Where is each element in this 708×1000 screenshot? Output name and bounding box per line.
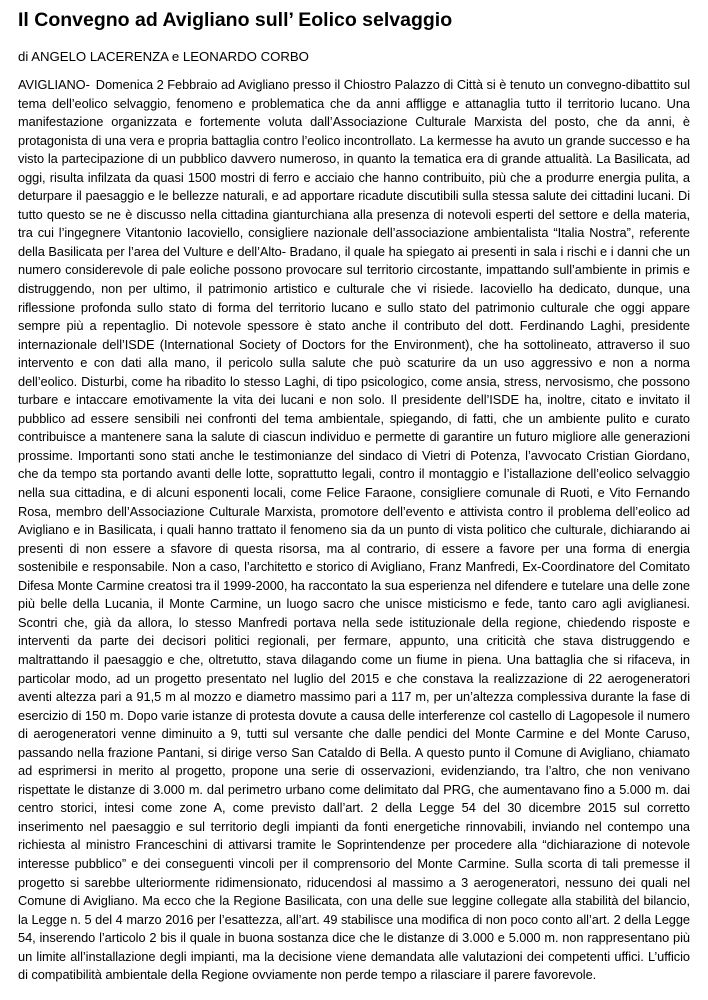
article-dateline: AVIGLIANO- xyxy=(18,77,90,92)
article-title: Il Convegno ad Avigliano sull’ Eolico selvaggio xyxy=(18,9,453,31)
article-byline: di ANGELO LACERENZA e LEONARDO CORBO xyxy=(18,49,309,64)
article-body xyxy=(18,76,690,985)
article-body-text: Domenica 2 Febbraio ad Avigliano presso il Chiostro Palazzo di Città si è tenuto un convegno-dibattito sul tema dell’eolico selvaggio, fenomeno e problematica che da anni affligge e attanaglia tutto il territorio lucano. Una manifestazione organizzata e fortemente voluta dall’Associazione Culturale Marxista del posto, che da anni, è protagonista di una vera e propria battaglia contro l’eolico incontrollato. La kermesse ha avuto un grande successo e ha visto la partecipazione di un pubblico davvero numeroso, in quanto la tematica era di grande attualità. La Basilicata, ad oggi, risulta infilzata da quasi 1500 mostri di ferro e acciaio che hanno contribuito, più che a produrre energia pulita, a deturpare il paesaggio e le bellezze naturali, e ad apportare ricadute discutibili sulla stessa salute dei cittadini lucani. Di tutto questo se ne è discusso nella cittadina gianturchiana alla presenza di notevoli esperti del settore e della materia, tra cui l’ingegnere Vitantonio Iacoviello, consigliere nazionale dell’associazione ambientalista “Italia Nostra”, referente della Basilicata per l’area del Vulture e dell’Alto- Bradano, il quale ha spiegato ai presenti in sala i rischi e i danni che un numero considerevole di pale eoliche possono provocare sul territorio circostante, impattando sull’ambiente in primis e distruggendo, non per ultimo, il patrimonio artistico e culturale che vi risiede. Iacoviello ha dedicato, dunque, una riflessione profonda sullo stato di forma del territorio lucano e sullo stato del patrimonio culturale che oggi appare sempre più a repentaglio. Di notevole spessore è stato anche il contributo del dott. Ferdinando Laghi, presidente internazionale dell’ISDE (International Society of Doctors for the Environment), che ha sottolineato, attraverso il suo intervento e con dati alla mano, il pericolo sulla salute che può scaturire da un uso aggressivo e non a norma dell’eolico. Disturbi, come ha ribadito lo stesso Laghi, di tipo psicologico, come ansia, stress, nervosismo, che possono turbare e intaccare emotivamente la vita dei lucani e non solo. Il presidente dell’ISDE ha, inoltre, citato e invitato il pubblico ad essere sensibili nei confronti del tema ambientale, spiegando, di fatti, che un ambiente pulito e curato contribuisce a mantenere sana la salute di ciascun individuo e permette di garantire un futuro migliore alle generazioni prossime. Importanti sono stati anche le testimonianze del sindaco di Vietri di Potenza, l’avvocato Cristian Giordano, che da tempo sta portando avanti delle lotte, soprattutto legali, contro il montaggio e l’istallazione dell’eolico selvaggio nella sua cittadina, e di alcuni esponenti locali, come Felice Faraone, consigliere comunale di Ruoti, e Vito Fernando Rosa, membro dell’Associazione Culturale Marxista, promotore dell’evento e attivista contro il problema dell’eolico ad Avigliano e in Basilicata, i quali hanno trattato il fenomeno sia da un punto di vista politico che culturale, dichiarando ai presenti di non essere a sfavore di questa risorsa, ma al contrario, di essere a favore per una forma di energia sostenibile e responsabile. Non a caso, l’architetto e storico di Avigliano, Franz Manfredi, Ex-Coordinatore del Comitato Difesa Monte Carmine creatosi tra il 1999-2000, ha raccontato la sua esperienza nel difendere e tutelare una delle zone più belle della Lucania, il Monte Carmine, un luogo sacro che unisce misticismo e fede, tanto caro agli aviglianesi. Scontri che, già da allora, lo stesso Manfredi portava nella sede istituzionale della regione, chiedendo risposte e interventi da parte dei decisori politici regionali, per fermare, appunto, una criticità che stava distruggendo e maltrattando il paesaggio e che, oltretutto, stava dilagando come un fiume in piena. Una battaglia che si rifaceva, in particolar modo, ad un progetto presentato nel luglio del 2015 e che constava la realizzazione di 22 aerogeneratori aventi altezza pari a 91,5 m al mozzo e diametro massimo pari a 117 m, per un’altezza complessiva durante la fase di esercizio di 150 m. Dopo varie istanze di protesta dovute a causa delle interferenze col castello di Lagopesole il numero di aerogeneratori venne diminuito a 9, tutti sul versante che dalle pendici del Monte Carmine e del Monte Caruso, passando nella frazione Pantani, si dirige verso San Cataldo di Bella. A questo punto il Comune di Avigliano, chiamato ad esprimersi in merito al progetto, propone una serie di osservazioni, evidenziando, tra l’altro, che non venivano rispettate le distanze di 3.000 m. dal perimetro urbano come delimitato dal PRG, che aumentavano fino a 5.000 m. dai centro storici, intesi come zone A, come previsto dall’art. 2 della Legge 54 del 30 dicembre 2015 sul corretto inserimento nel paesaggio e sul territorio degli impianti da fonti energetiche rinnovabili, inviando nel contempo una richiesta al ministro Franceschini di attivarsi tramite le Soprintendenze per procedere alla “dichiarazione di notevole interesse pubblico” e dei conseguenti vincoli per il comprensorio del Monte Carmine. Sulla scorta di tali premesse il progetto si sarebbe ulteriormente ridimensionato, riducendosi al massimo a 3 aerogeneratori, nessuno dei quali nel Comune di Avigliano. Ma ecco che la Regione Basilicata, con una delle sue leggine collegate alla stabilità del bilancio, la Legge n. 5 del 4 marzo 2016 per l’esattezza, all’art. 49 stabilisce una modifica di non poco conto all’art. 2 della Legge 54, inserendo l’articolo 2 bis il quale in buona sostanza dice che le distanze di 3.000 e 5.000 m. non rappresentano più un limite all’installazione degli impianti, ma la decisione viene demandata alle valutazioni dei competenti uffici. L’ufficio di compatibilità ambientale della Regione ovviamente non perde tempo a rilasciare il parere favorevole. xyxy=(18,77,690,983)
